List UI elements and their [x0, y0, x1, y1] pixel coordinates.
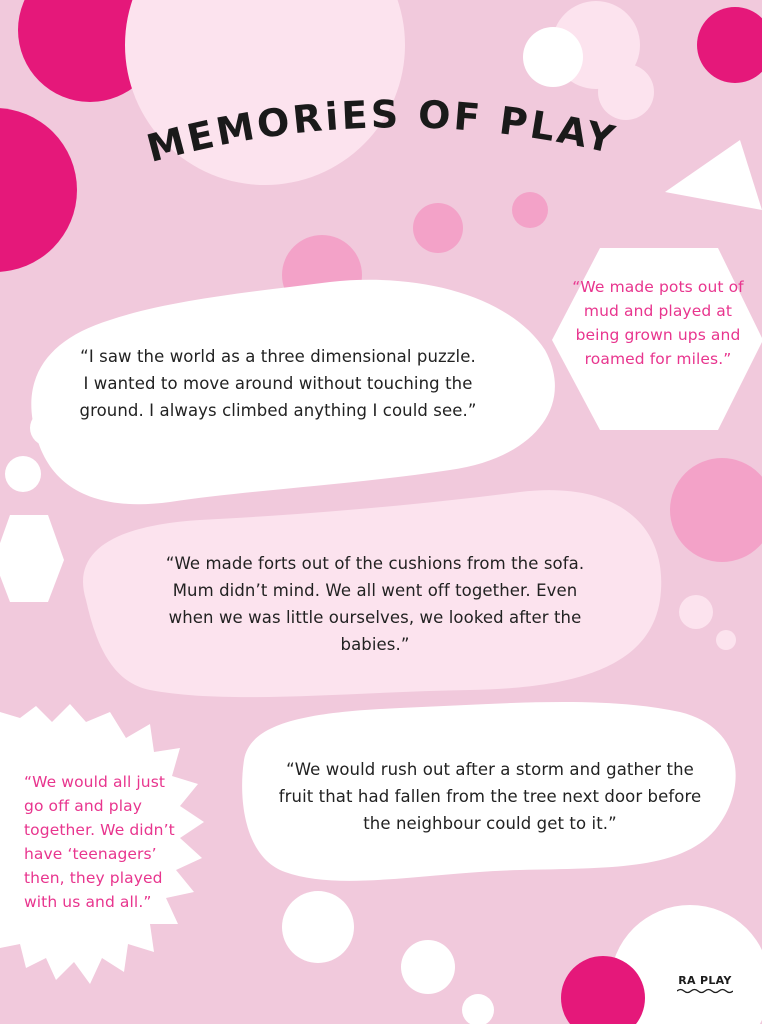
decor-circle-white-bottom-3 [462, 994, 494, 1024]
decor-circle-pink-right [670, 458, 762, 562]
quote-mud: “We made pots out of mud and played at being grown ups and roamed for miles.” [572, 278, 744, 368]
decor-circle-white-bottom-1 [282, 891, 354, 963]
wave-icon [677, 988, 733, 994]
quote-storm: “We would rush out after a storm and gather the fruit that had fallen from the tree next door before the neighbour could get to it.” [278, 760, 702, 833]
decor-circle-pink-2 [512, 192, 548, 228]
decor-circle-pale-right-1 [679, 595, 713, 629]
quote-climb: “I saw the world as a three dimensional puzzle. I wanted to move around without touching the ground. I always climbed anything I could see.” [79, 347, 477, 420]
decor-circle-magenta-left [0, 108, 77, 272]
decor-circle-white-left [5, 456, 41, 492]
decor-circle-magenta-topright [697, 7, 762, 83]
quote-forts: “We made forts out of the cushions from the sofa. Mum didn’t mind. We all went off together. Even when we was little ourselves, we looked after the babies.” [165, 554, 585, 654]
decor-circle-pale-right-2 [716, 630, 736, 650]
quote-teens: “We would all just go off and play together. We didn’t have ‘teenagers’ then, they played with us and all.” [24, 773, 175, 911]
decor-circle-white-topright [523, 27, 583, 87]
decor-triangle [665, 140, 762, 210]
decor-circle-white-bottom-2 [401, 940, 455, 994]
decor-circle-pale-small [598, 64, 654, 120]
decor-hexagon-left [0, 515, 64, 602]
poster-title: MEMORiES OF PLAY [142, 92, 622, 171]
brand-logo [676, 974, 734, 994]
decor-circle-pink-1 [413, 203, 463, 253]
brand-logo-text: RA PLAY [678, 974, 732, 987]
